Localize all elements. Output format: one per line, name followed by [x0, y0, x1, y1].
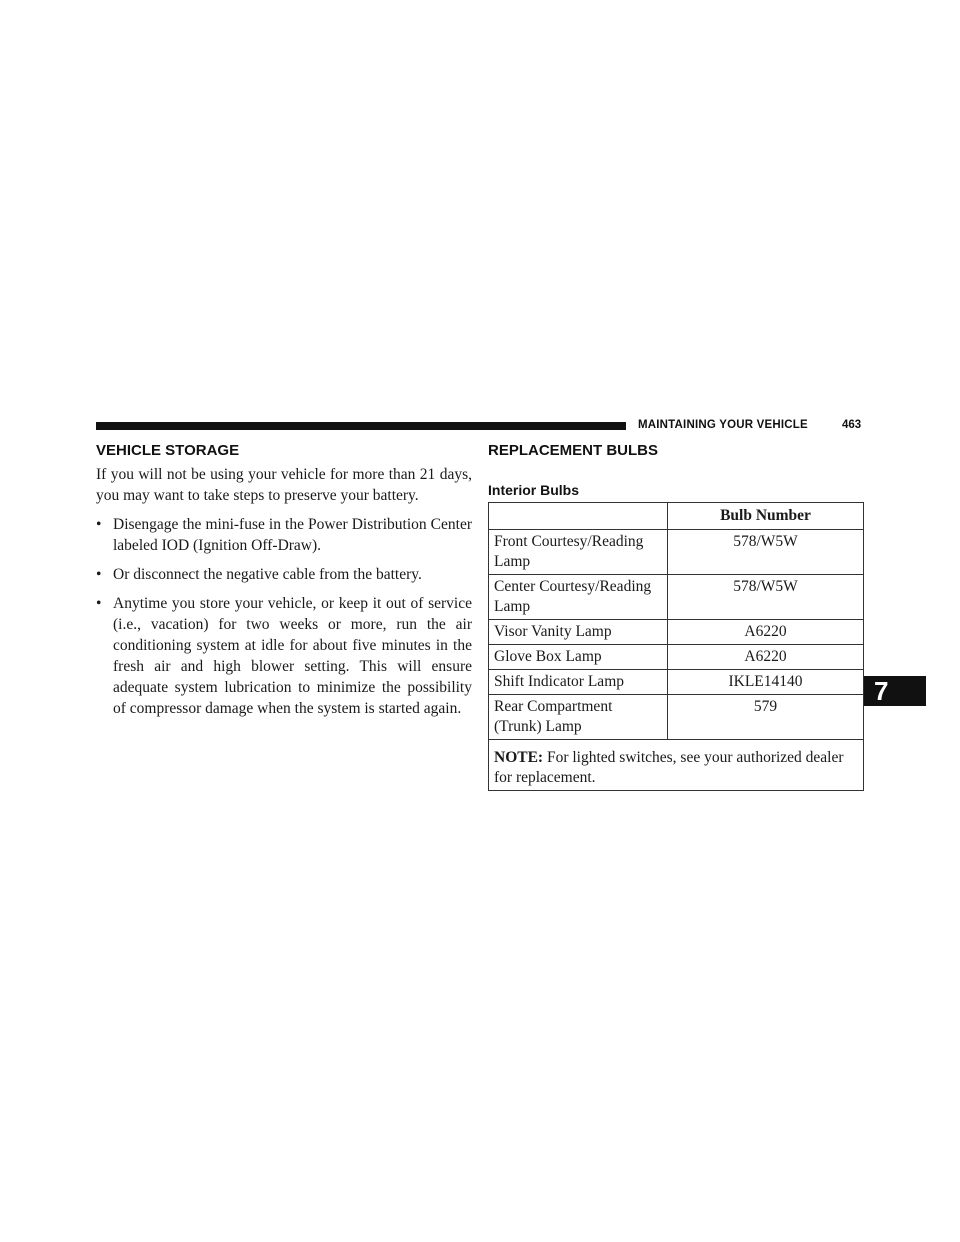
column-header-bulb-number: Bulb Number [668, 503, 864, 530]
vehicle-storage-heading: VEHICLE STORAGE [96, 442, 240, 459]
list-item [96, 514, 472, 556]
note-text: For lighted switches, see your authorized dealer for replacement. [494, 749, 844, 786]
bullet-icon: • [96, 566, 102, 583]
vehicle-storage-body [96, 464, 472, 727]
lamp-name: Center Courtesy/Reading Lamp [489, 575, 668, 620]
bulb-number: 579 [668, 695, 864, 740]
table-header-row [489, 503, 864, 530]
interior-bulbs-subheading: Interior Bulbs [488, 482, 580, 498]
table-note-row [489, 740, 864, 791]
lamp-name: Front Courtesy/Reading Lamp [489, 530, 668, 575]
lamp-name: Rear Compartment (Trunk) Lamp [489, 695, 668, 740]
table-row [489, 645, 864, 670]
note-label: NOTE: [494, 749, 544, 766]
bullet-icon: • [96, 516, 102, 533]
list-item-text: Anytime you store your vehicle, or keep it out of service (i.e., vacation) for two weeks or more, run the air conditioning system at idle for about five minutes in the fresh air and high blower setting. This will ensure adequate system lubrication to minimize the possibility of compressor damage when the system is started again. [113, 595, 472, 717]
chapter-tab: 7 [864, 676, 926, 706]
vehicle-storage-intro: If you will not be using your vehicle for more than 21 days, you may want to take steps to preserve your battery. [96, 466, 472, 504]
list-item-text: Disengage the mini-fuse in the Power Distribution Center labeled IOD (Ignition Off-Draw). [113, 516, 472, 554]
lamp-name: Shift Indicator Lamp [489, 670, 668, 695]
list-item [96, 593, 472, 719]
replacement-bulbs-heading: REPLACEMENT BULBS [488, 442, 659, 459]
table-row [489, 530, 864, 575]
lamp-name: Glove Box Lamp [489, 645, 668, 670]
bulb-number: IKLE14140 [668, 670, 864, 695]
table-header-empty [489, 503, 668, 530]
bulb-number: A6220 [668, 620, 864, 645]
bulb-number: 578/W5W [668, 575, 864, 620]
lamp-name: Visor Vanity Lamp [489, 620, 668, 645]
table-note [489, 740, 864, 791]
running-header-title: MAINTAINING YOUR VEHICLE [638, 419, 808, 431]
vehicle-storage-list [96, 514, 472, 719]
list-item [96, 564, 472, 585]
bulb-number: A6220 [668, 645, 864, 670]
header-rule [96, 422, 626, 430]
interior-bulbs-table [488, 502, 864, 791]
table-row [489, 575, 864, 620]
table-row [489, 620, 864, 645]
bullet-icon: • [96, 595, 102, 612]
table-row [489, 670, 864, 695]
table-row [489, 695, 864, 740]
bulb-number: 578/W5W [668, 530, 864, 575]
list-item-text: Or disconnect the negative cable from the battery. [113, 566, 422, 583]
page-number: 463 [842, 419, 862, 431]
